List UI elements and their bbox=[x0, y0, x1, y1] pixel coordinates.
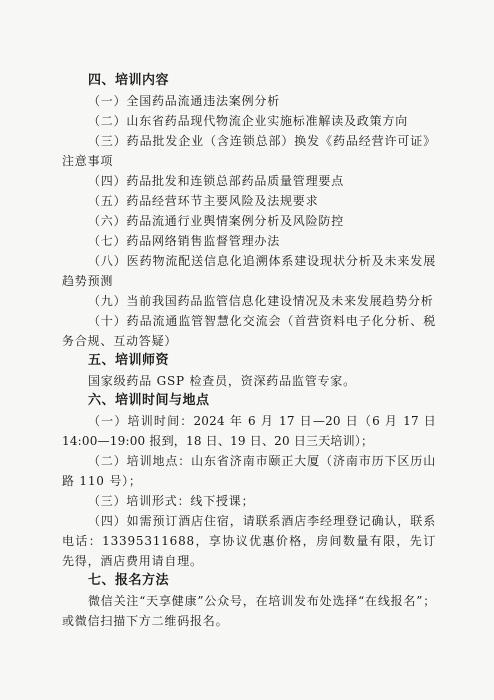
training-location: （二）培训地点：山东省济南市颐正大厦（济南市历下区历山路 110 号）； bbox=[62, 454, 436, 488]
content-item: （八）医药物流配送信息化追溯体系建设现状分析及未来发展趋势预测 bbox=[62, 254, 436, 288]
training-time: （一）培训时间：2024 年 6 月 17 日—20 日（6 月 17 日 14:00—19:00 报到，18 日、19 日、20 日三天培训）； bbox=[62, 414, 436, 448]
content-item: （九）当前我国药品监管信息化建设情况及未来发展趋势分析 bbox=[88, 294, 434, 308]
registration-text: 微信关注“天享健康”公众号，在培训发布处选择“在线报名”；或微信扫描下方二维码报名。 bbox=[62, 594, 436, 628]
content-item: （四）药品批发和连锁总部药品质量管理要点 bbox=[88, 174, 345, 188]
hotel-info: （四）如需预订酒店住宿，请联系酒店李经理登记确认，联系电话：13395311688，享协议优惠价格，房间数量有限，先订先得，酒店费用请自理。 bbox=[62, 514, 436, 568]
section-time-location bbox=[62, 391, 436, 571]
section-trainers bbox=[62, 351, 436, 391]
section-training-content bbox=[62, 71, 436, 351]
training-format: （三）培训形式：线下授课； bbox=[88, 494, 255, 508]
section-heading: 四、培训内容 bbox=[88, 73, 170, 88]
content-item: （六）药品流通行业舆情案例分析及风险防控 bbox=[88, 214, 345, 228]
section-registration bbox=[62, 571, 436, 631]
content-item: （一）全国药品流通违法案例分析 bbox=[88, 94, 281, 108]
content-item: （十）药品流通监管智慧化交流会（首营资料电子化分析、税务合规、互动答疑） bbox=[62, 314, 436, 348]
trainer-text: 国家级药品 GSP 检查员，资深药品监管专家。 bbox=[88, 374, 356, 388]
content-item: （三）药品批发企业（含连锁总部）换发《药品经营许可证》注意事项 bbox=[62, 134, 436, 168]
content-item: （二）山东省药品现代物流企业实施标准解读及政策方向 bbox=[88, 114, 409, 128]
content-item: （五）药品经营环节主要风险及法规要求 bbox=[88, 194, 319, 208]
content-item: （七）药品网络销售监督管理办法 bbox=[88, 234, 281, 248]
section-heading: 六、培训时间与地点 bbox=[88, 393, 210, 408]
section-heading: 七、报名方法 bbox=[88, 573, 170, 588]
section-heading: 五、培训师资 bbox=[88, 353, 170, 368]
